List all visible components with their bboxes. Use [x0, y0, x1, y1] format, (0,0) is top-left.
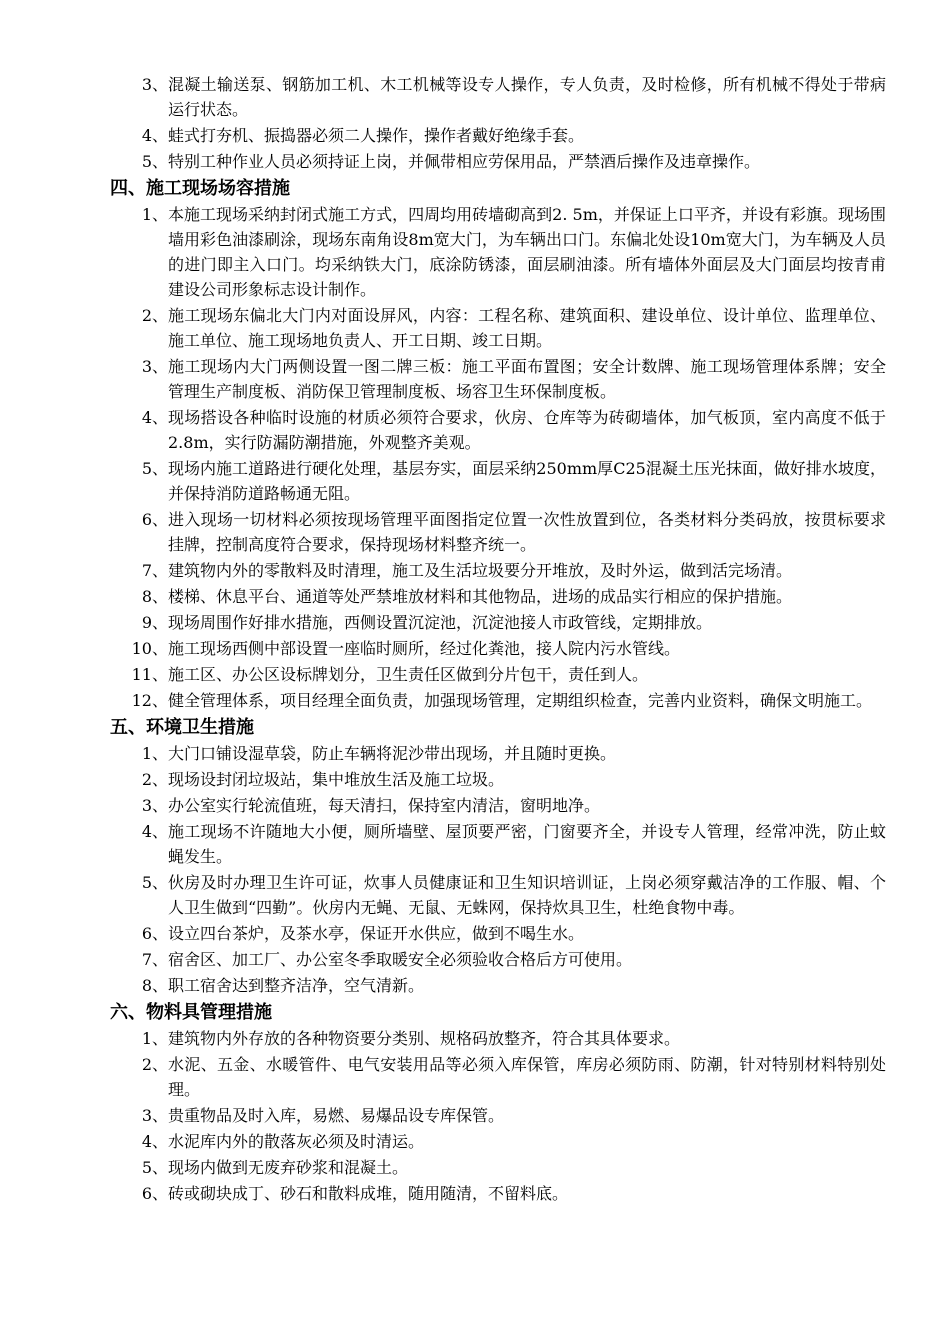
document-page: [0, 72, 950, 1207]
item-text: 混凝土输送泵、钢筋加工机、木工机械等设专人操作，专人负责，及时检修，所有机械不得处于带病运行状态。: [168, 75, 886, 119]
item-text: 楼梯、休息平台、通道等处严禁堆放材料和其他物品，进场的成品实行相应的保护措施。: [168, 587, 793, 606]
item-text: 蛙式打夯机、振捣器必须二人操作，操作者戴好绝缘手套。: [168, 126, 585, 145]
list-item: [0, 1129, 950, 1154]
list-item: [0, 584, 950, 609]
item-text: 办公室实行轮流值班，每天清扫，保持室内清洁，窗明地净。: [168, 796, 601, 815]
item-number: 5、: [141, 873, 168, 892]
item-number: 9、: [141, 613, 168, 632]
item-text: 现场设封闭垃圾站，集中堆放生活及施工垃圾。: [168, 770, 505, 789]
item-text: 特别工种作业人员必须持证上岗，并佩带相应劳保用品，严禁酒后操作及违章操作。: [168, 152, 761, 171]
list-item: [0, 507, 950, 557]
list-item: [0, 303, 950, 353]
item-text: 现场内做到无废弃砂浆和混凝土。: [168, 1158, 409, 1177]
section-heading: 五、环境卫生措施: [110, 717, 254, 738]
list-item: [0, 688, 950, 713]
item-text: 建筑物内外存放的各种物资要分类别、规格码放整齐，符合其具体要求。: [168, 1029, 681, 1048]
section-heading: 六、物料具管理措施: [110, 1002, 272, 1023]
item-number: 8、: [141, 587, 168, 606]
item-text: 宿舍区、加工厂、办公室冬季取暖安全必须验收合格后方可使用。: [168, 950, 633, 969]
list-item: [0, 1181, 950, 1206]
item-number: 6、: [141, 510, 168, 529]
list-item: [0, 610, 950, 635]
item-number: 7、: [141, 561, 168, 580]
item-text: 现场内施工道路进行硬化处理，基层夯实，面层采纳250mm厚C25混凝土压光抹面，做好排水坡度，并保持消防道路畅通无阻。: [168, 459, 886, 503]
item-number: 3、: [141, 75, 168, 94]
list-item: [0, 354, 950, 404]
item-text: 施工现场西侧中部设置一座临时厕所，经过化粪池，接人院内污水管线。: [168, 639, 681, 658]
item-text: 本施工现场采纳封闭式施工方式，四周均用砖墙砌高到2. 5m，并保证上口平齐，并设有彩旗。现场围墙用彩色油漆刷涂，现场东南角设8m宽大门，为车辆出口门。东偏北处设10m宽大门，为车辆及人员的进门即主入口门。均采纳铁大门，底涂防锈漆，面层刷油漆。所有墙体外面层及大门面层均按青甫建设公司形象标志设计制作。: [168, 205, 886, 299]
list-item: [0, 793, 950, 818]
item-number: 2、: [141, 1055, 168, 1074]
item-text: 设立四台茶炉，及茶水亭，保证开水供应，做到不喝生水。: [168, 924, 585, 943]
item-number: 3、: [141, 357, 168, 376]
list-item: [0, 1052, 950, 1102]
item-text: 施工现场内大门两侧设置一图二牌三板：施工平面布置图；安全计数牌、施工现场管理体系牌；安全管理生产制度板、消防保卫管理制度板、场容卫生环保制度板。: [168, 357, 886, 401]
item-number: 6、: [141, 924, 168, 943]
item-number: 6、: [141, 1184, 168, 1203]
list-item: [0, 456, 950, 506]
item-number: 4、: [141, 1132, 168, 1151]
item-text: 进入现场一切材料必须按现场管理平面图指定位置一次性放置到位，各类材料分类码放，按贯标要求挂牌，控制高度符合要求，保持现场材料整齐统一。: [168, 510, 886, 554]
list-item: [0, 921, 950, 946]
list-item: [0, 947, 950, 972]
list-item: [0, 558, 950, 583]
item-text: 施工现场不许随地大小便，厕所墙壁、屋顶要严密，门窗要齐全，并设专人管理，经常冲洗，防止蚊蝇发生。: [168, 822, 886, 866]
list-item: [0, 662, 950, 687]
item-text: 施工现场东偏北大门内对面设屏风，内容：工程名称、建筑面积、建设单位、设计单位、监理单位、施工单位、施工现场地负责人、开工日期、竣工日期。: [168, 306, 886, 350]
item-number: 5、: [141, 1158, 168, 1177]
item-number: 10、: [131, 639, 168, 658]
item-text: 施工区、办公区设标牌划分，卫生责任区做到分片包干，责任到人。: [168, 665, 649, 684]
item-number: 4、: [141, 126, 168, 145]
list-item: [0, 405, 950, 455]
item-number: 1、: [141, 1029, 168, 1048]
item-number: 3、: [141, 796, 168, 815]
list-item: [0, 636, 950, 661]
list-item: [0, 1155, 950, 1180]
item-number: 4、: [141, 822, 168, 841]
item-number: 8、: [141, 976, 168, 995]
item-text: 现场搭设各种临时设施的材质必须符合要求，伙房、仓库等为砖砌墙体，加气板顶，室内高度不低于2.8m，实行防漏防潮措施，外观整齐美观。: [168, 408, 886, 452]
item-text: 职工宿舍达到整齐洁净，空气清新。: [168, 976, 425, 995]
item-text: 贵重物品及时入库，易燃、易爆品设专库保管。: [168, 1106, 505, 1125]
list-item: [0, 149, 950, 174]
item-text: 伙房及时办理卫生许可证，炊事人员健康证和卫生知识培训证，上岗必须穿戴洁净的工作服、帽、个人卫生做到“四勤”。伙房内无蝇、无鼠、无蛛网，保持炊具卫生，杜绝食物中毒。: [168, 873, 886, 917]
item-text: 水泥、五金、水暖管件、电气安装用品等必须入库保管，库房必须防雨、防潮，针对特别材料特别处理。: [168, 1055, 886, 1099]
item-number: 4、: [141, 408, 168, 427]
list-item: [0, 1026, 950, 1051]
list-item: [0, 973, 950, 998]
list-item: [0, 1103, 950, 1128]
item-text: 建筑物内外的零散料及时清理，施工及生活垃圾要分开堆放，及时外运，做到活完场清。: [168, 561, 793, 580]
item-number: 1、: [141, 744, 168, 763]
list-item: [0, 819, 950, 869]
item-number: 2、: [141, 770, 168, 789]
item-text: 健全管理体系，项目经理全面负责，加强现场管理，定期组织检查，完善内业资料，确保文明施工。: [168, 691, 873, 710]
list-item: [0, 123, 950, 148]
item-text: 砖或砌块成丁、砂石和散料成堆，随用随清，不留料底。: [168, 1184, 569, 1203]
item-number: 5、: [141, 459, 168, 478]
item-number: 11、: [131, 665, 168, 684]
list-item: [0, 741, 950, 766]
item-number: 12、: [131, 691, 168, 710]
item-text: 大门口铺设湿草袋，防止车辆将泥沙带出现场，并且随时更换。: [168, 744, 617, 763]
item-number: 1、: [141, 205, 168, 224]
list-item: [0, 72, 950, 122]
list-item: [0, 870, 950, 920]
item-number: 2、: [141, 306, 168, 325]
item-number: 3、: [141, 1106, 168, 1125]
item-text: 现场周围作好排水措施，西侧设置沉淀池，沉淀池接人市政管线，定期排放。: [168, 613, 713, 632]
section-heading: 四、施工现场场容措施: [110, 178, 290, 199]
item-text: 水泥库内外的散落灰必须及时清运。: [168, 1132, 425, 1151]
list-item: [0, 767, 950, 792]
item-number: 5、: [141, 152, 168, 171]
item-number: 7、: [141, 950, 168, 969]
list-item: [0, 202, 950, 302]
